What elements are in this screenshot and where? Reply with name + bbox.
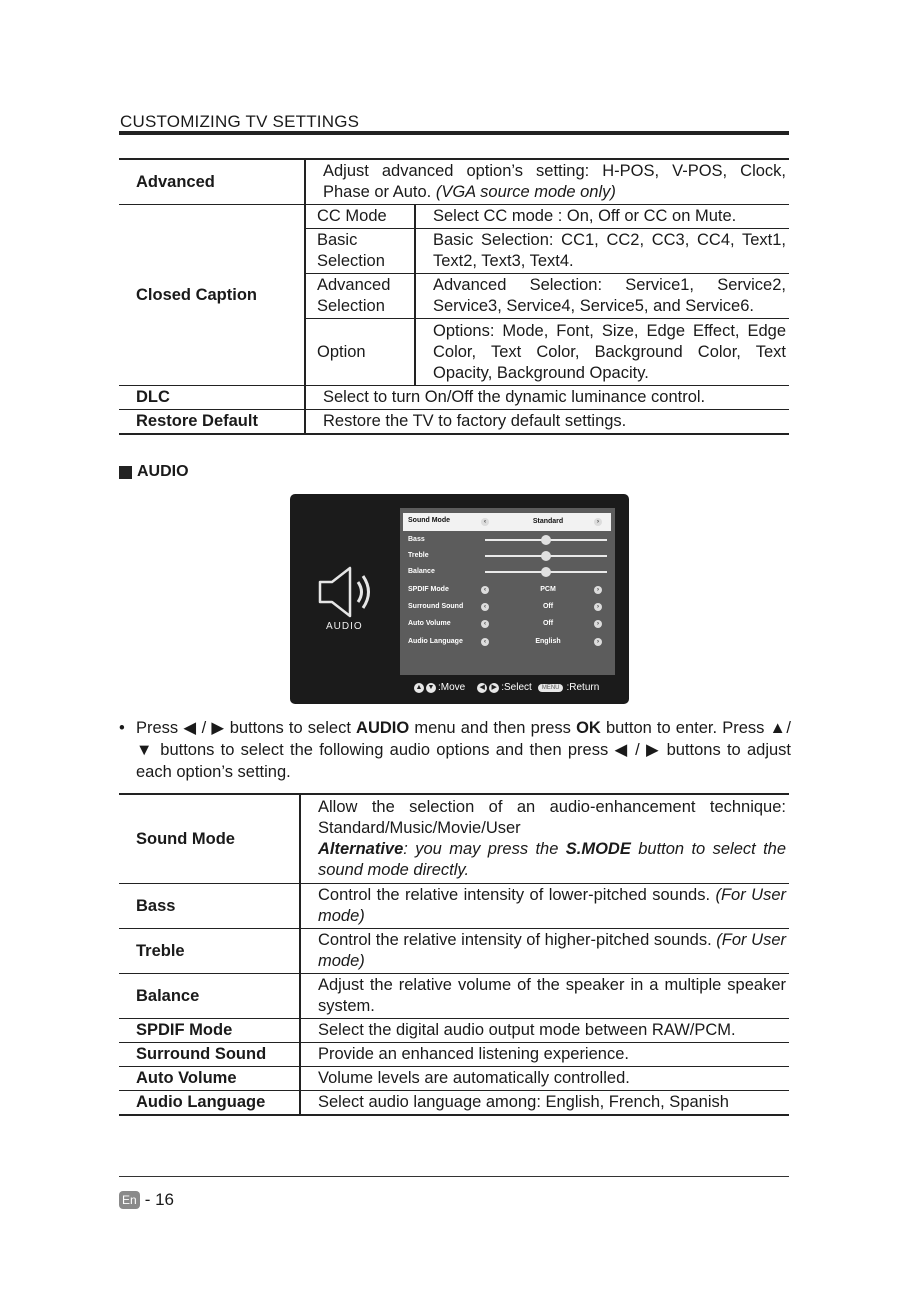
footer-return-label: :Return (566, 682, 600, 693)
table-row (119, 159, 789, 205)
settings-table (119, 158, 789, 435)
tv-menu-item-sound-mode[interactable] (403, 513, 611, 531)
arrow-right-icon[interactable]: › (594, 518, 602, 526)
balance-slider-track (485, 571, 607, 573)
table-row (119, 1091, 789, 1116)
row-label: Treble (119, 929, 300, 974)
tv-menu-item-label: Balance (408, 568, 435, 575)
arrow-right-icon[interactable]: › (594, 586, 602, 594)
menu-key-icon: MENU (538, 684, 564, 692)
tv-menu-item-value: English (535, 638, 561, 645)
row-label: SPDIF Mode (119, 1019, 300, 1043)
table-row (119, 974, 789, 1019)
tv-menu-footer (414, 682, 599, 693)
arrow-left-icon[interactable]: ‹ (481, 638, 489, 646)
section-square-icon (119, 466, 132, 479)
tv-menu-panel (400, 508, 615, 675)
bass-slider-knob[interactable] (541, 535, 551, 545)
row-label: Audio Language (119, 1091, 300, 1116)
up-key-icon: ▲ (415, 683, 423, 691)
row-sublabel: Advanced Selection (305, 274, 415, 319)
bullet-icon: • (119, 719, 125, 737)
left-key-icon: ◀ (477, 683, 487, 693)
tv-menu-item-audio-language[interactable] (403, 634, 611, 650)
tv-menu-item-value: Off (542, 603, 554, 610)
row-sublabel: Option (305, 319, 415, 386)
row-label: Closed Caption (119, 205, 305, 386)
arrow-right-icon[interactable]: › (594, 620, 602, 628)
tv-menu-item-balance[interactable] (403, 564, 611, 580)
tv-menu-item-label: Auto Volume (408, 620, 451, 627)
row-description: Adjust advanced option’s setting: H-POS, V-POS, Clock, Phase or Auto. (VGA source mode only) (305, 159, 789, 205)
audio-options-table (119, 793, 789, 1116)
row-sublabel: CC Mode (305, 205, 415, 229)
row-sublabel: Basic Selection (305, 229, 415, 274)
arrow-right-icon[interactable]: › (594, 638, 602, 646)
tv-menu-caption: AUDIO (326, 621, 363, 632)
row-description: Select the digital audio output mode between RAW/PCM. (300, 1019, 789, 1043)
table-row (119, 1043, 789, 1067)
footer-move-label: :Move (438, 682, 466, 693)
arrow-right-icon[interactable]: › (594, 603, 602, 611)
table-row (119, 1067, 789, 1091)
row-description: Select audio language among: English, French, Spanish (300, 1091, 789, 1116)
row-description: Volume levels are automatically controlled. (300, 1067, 789, 1091)
row-description: Advanced Selection: Service1, Service2, Service3, Service4, Service5, and Service6. (415, 274, 789, 319)
footer-rule (119, 1176, 789, 1177)
right-key-icon: ▶ (489, 683, 499, 693)
row-description: Provide an enhanced listening experience. (300, 1043, 789, 1067)
table-row (119, 794, 789, 884)
row-label: Advanced (119, 159, 305, 205)
page-section-title: CUSTOMIZING TV SETTINGS (120, 112, 360, 131)
row-description: Select CC mode : On, Off or CC on Mute. (415, 205, 789, 229)
row-description: Allow the selection of an audio-enhancement technique: Standard/Music/Movie/User Alternative: you may press the S.MODE button to select the sound mode directly. (300, 794, 789, 884)
language-badge: En (119, 1191, 140, 1209)
row-description: Options: Mode, Font, Size, Edge Effect, Edge Color, Text Color, Background Color, Text Opacity, Background Opacity. (415, 319, 789, 386)
tv-menu-item-spdif-mode[interactable] (403, 582, 611, 598)
tv-menu-item-bass[interactable] (403, 532, 611, 548)
balance-slider-knob[interactable] (541, 567, 551, 577)
treble-slider-knob[interactable] (541, 551, 551, 561)
tv-audio-menu-screenshot (290, 494, 629, 704)
row-label: Bass (119, 884, 300, 929)
table-row (119, 884, 789, 929)
tv-menu-item-label: Treble (408, 552, 429, 559)
row-label: Restore Default (119, 410, 305, 435)
bass-slider-track (485, 539, 607, 541)
tv-menu-item-label: Audio Language (408, 638, 463, 645)
section-heading-label: AUDIO (137, 463, 189, 480)
down-key-icon: ▼ (427, 683, 435, 691)
arrow-left-icon[interactable]: ‹ (481, 518, 489, 526)
tv-menu-item-value: Standard (532, 518, 564, 525)
arrow-left-icon[interactable]: ‹ (481, 620, 489, 628)
arrow-left-icon[interactable]: ‹ (481, 603, 489, 611)
tv-menu-item-label: Sound Mode (408, 517, 450, 524)
row-description: Select to turn On/Off the dynamic luminance control. (305, 386, 789, 410)
table-row (119, 205, 789, 229)
tv-menu-item-label: SPDIF Mode (408, 586, 449, 593)
left-right-arrow-icon: ◀ / ▶ (183, 719, 225, 737)
table-row (119, 1019, 789, 1043)
instruction-paragraph: • Press ◀ / ▶ buttons to select AUDIO menu and then press OK button to enter. Press ▲/▼ buttons to select the following audio options and then press ◀ / ▶ buttons to adjust each option’s setting. (119, 719, 791, 781)
row-label: Sound Mode (119, 794, 300, 884)
treble-slider-track (485, 555, 607, 557)
header-rule (119, 131, 789, 135)
row-label: Auto Volume (119, 1067, 300, 1091)
page-footer (119, 1190, 174, 1210)
row-label: Surround Sound (119, 1043, 300, 1067)
table-row (119, 386, 789, 410)
tv-menu-item-value: PCM (540, 586, 556, 593)
tv-menu-item-label: Bass (408, 536, 425, 543)
tv-menu-item-label: Surround Sound (408, 603, 464, 610)
table-row (119, 410, 789, 435)
row-description: Control the relative intensity of higher-pitched sounds. (For User mode) (300, 929, 789, 974)
row-label: Balance (119, 974, 300, 1019)
row-description: Adjust the relative volume of the speaker in a multiple speaker system. (300, 974, 789, 1019)
row-label: DLC (119, 386, 305, 410)
tv-menu-item-treble[interactable] (403, 548, 611, 564)
left-right-arrow-icon: ◀ / ▶ (614, 741, 661, 759)
tv-menu-item-surround-sound[interactable] (403, 599, 611, 615)
arrow-left-icon[interactable]: ‹ (481, 586, 489, 594)
page-number: - 16 (144, 1190, 174, 1209)
audio-section-heading (119, 463, 189, 481)
row-description: Basic Selection: CC1, CC2, CC3, CC4, Text1, Text2, Text3, Text4. (415, 229, 789, 274)
row-description: Control the relative intensity of lower-pitched sounds. (For User mode) (300, 884, 789, 929)
footer-select-label: :Select (501, 682, 532, 693)
tv-menu-item-value: Off (542, 620, 554, 627)
up-down-arrow-icon: ▲/▼ (136, 719, 791, 759)
tv-menu-item-auto-volume[interactable] (403, 616, 611, 632)
row-description: Restore the TV to factory default settings. (305, 410, 789, 435)
speaker-icon (316, 564, 378, 620)
table-row (119, 929, 789, 974)
